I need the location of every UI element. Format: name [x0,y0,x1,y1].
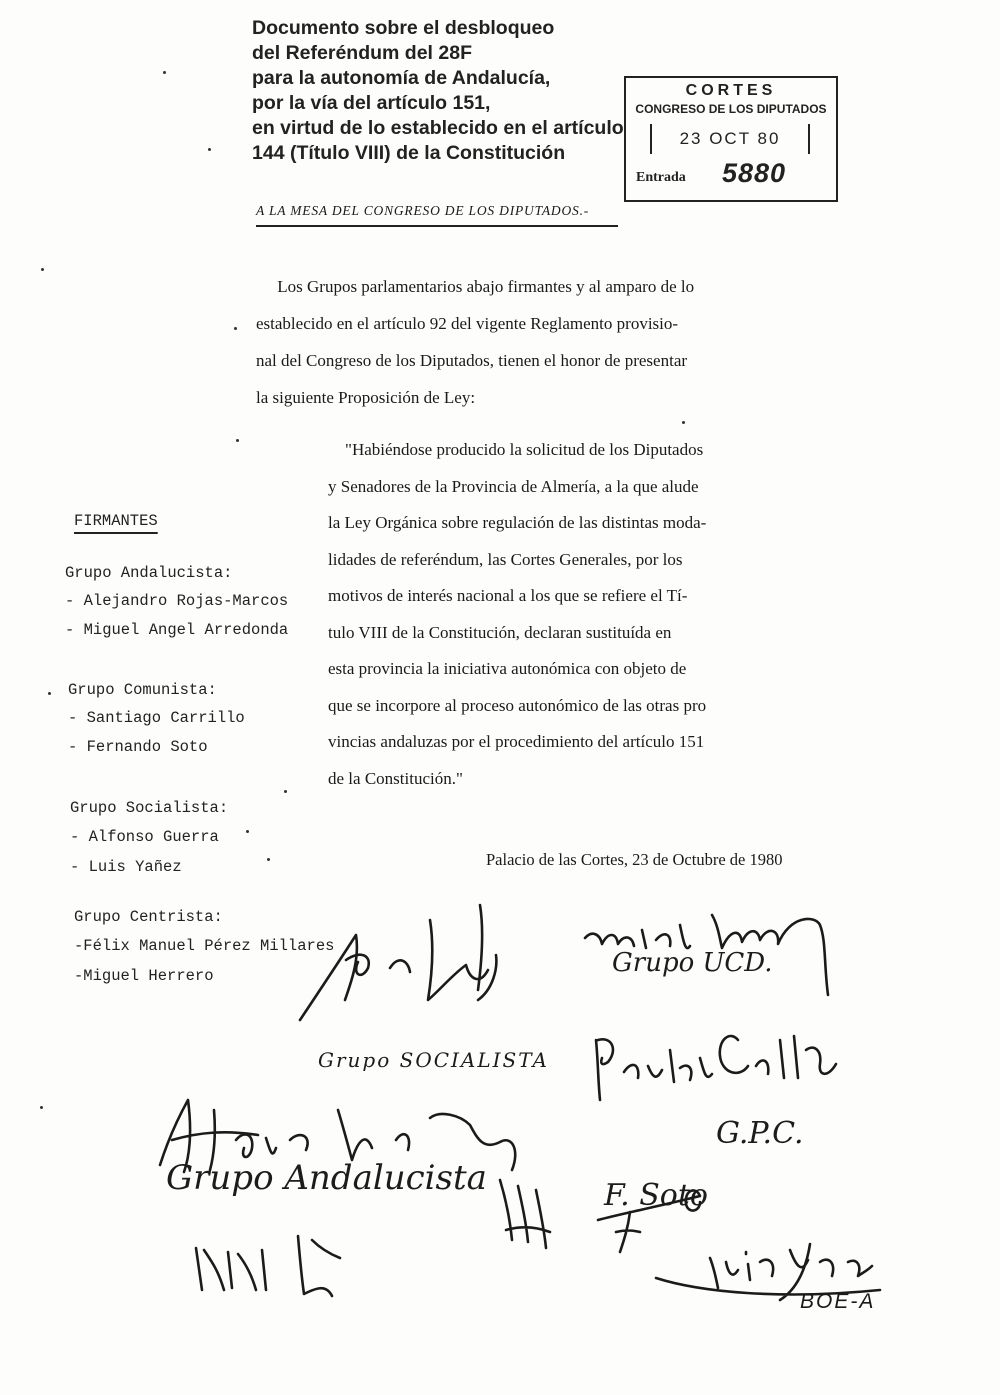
signatory-rojas-marcos: - Alejandro Rojas-Marcos [65,592,289,610]
stamp-cortes: CORTES [685,82,777,99]
signature-center-scrawl [500,1180,550,1248]
scan-speck [236,439,239,442]
handwritten-boe-a: BOE-A [800,1290,876,1313]
title-line-6: 144 (Título VIII) de la Constitución [252,142,566,164]
quote-line-6: tulo VIII de la Constitución, declaran sustituída en [328,622,672,642]
signatory-herrero: -Miguel Herrero [74,967,214,985]
intro-line-3: nal del Congreso de los Diputados, tienen el honor de presentar [256,351,688,370]
signature-guerra [300,905,496,1020]
scan-speck [48,692,51,695]
handwritten-grupo-socialista: Grupo SOCIALISTA [318,1048,549,1072]
quote-line-4: lidades de referéndum, las Cortes Generales, por los [328,549,683,569]
group-socialista: Grupo Socialista: [70,799,229,817]
intro-line-1: Los Grupos parlamentarios abajo firmantes y al amparo de lo [256,277,695,296]
handwritten-grupo-ucd: Grupo UCD. [612,948,773,978]
scan-speck [246,830,249,833]
quote-line-3: la Ley Orgánica sobre regulación de las distintas moda- [328,513,707,532]
addressee-text: A LA MESA DEL CONGRESO DE LOS DIPUTADOS.- [256,203,590,218]
title-line-4: por la vía del artículo 151, [252,92,491,114]
intro-line-4: la siguiente Proposición de Ley: [256,388,476,407]
intro-line-2: establecido en el artículo 92 del vigente Reglamento provisio- [256,314,679,333]
quote-line-1: "Habiéndose producido la solicitud de los Diputados [328,440,704,459]
signatory-arredonda: - Miguel Angel Arredonda [65,621,289,639]
scan-speck [284,790,287,793]
signatory-carrillo: - Santiago Carrillo [68,709,245,727]
signature-andalucista-mark [196,1236,340,1296]
scan-speck [208,148,211,151]
signatory-perez-millares: -Félix Manuel Pérez Millares [74,937,335,955]
handwritten-gpc: G.P.C. [716,1116,804,1151]
title-line-3: para la autonomía de Andalucía, [252,67,551,89]
quote-line-5: motivos de interés nacional a los que se refiere el Tí- [328,586,688,605]
quote-line-8: que se incorpore al proceso autonómico de las otras pro [328,695,707,715]
scan-speck [234,327,237,330]
quote-line-10: de la Constitución." [328,768,463,788]
group-centrista: Grupo Centrista: [74,908,223,926]
title-line-2: del Referéndum del 28F [252,42,472,64]
stamp-entry-label: Entrada [636,170,686,185]
handwritten-grupo-andalucista: Grupo Andalucista [166,1158,487,1198]
scan-speck [682,421,685,424]
place-date: Palacio de las Cortes, 23 de Octubre de 1980 [486,850,783,869]
stamp-date: 23 OCT 80 [650,124,810,154]
quote-line-7: esta provincia la iniciativa autonómica con objeto de [328,659,687,678]
scan-speck [163,71,166,74]
quote-line-9: vincias andaluzas por el procedimiento del artículo 151 [328,732,705,751]
signatory-guerra: - Alfonso Guerra [70,828,219,846]
group-comunista: Grupo Comunista: [68,681,217,699]
stamp-congreso: CONGRESO DE LOS DIPUTADOS [635,102,827,116]
scan-speck [40,1106,43,1109]
stamp-entry-number: 5880 [722,158,787,188]
signatory-yanez: - Luis Yañez [70,858,182,876]
scan-speck [267,858,270,861]
group-andalucista: Grupo Andalucista: [65,564,233,582]
title-line-1: Documento sobre el desbloqueo [252,17,555,39]
signatories-heading: FIRMANTES [74,512,158,530]
title-line-5: en virtud de lo establecido en el artículo [252,117,624,139]
signatory-soto: - Fernando Soto [68,738,208,756]
handwritten-soto: F. Soto [604,1178,708,1213]
quote-line-2: y Senadores de la Provincia de Almería, a la que alude [328,476,699,496]
scan-speck [41,268,44,271]
